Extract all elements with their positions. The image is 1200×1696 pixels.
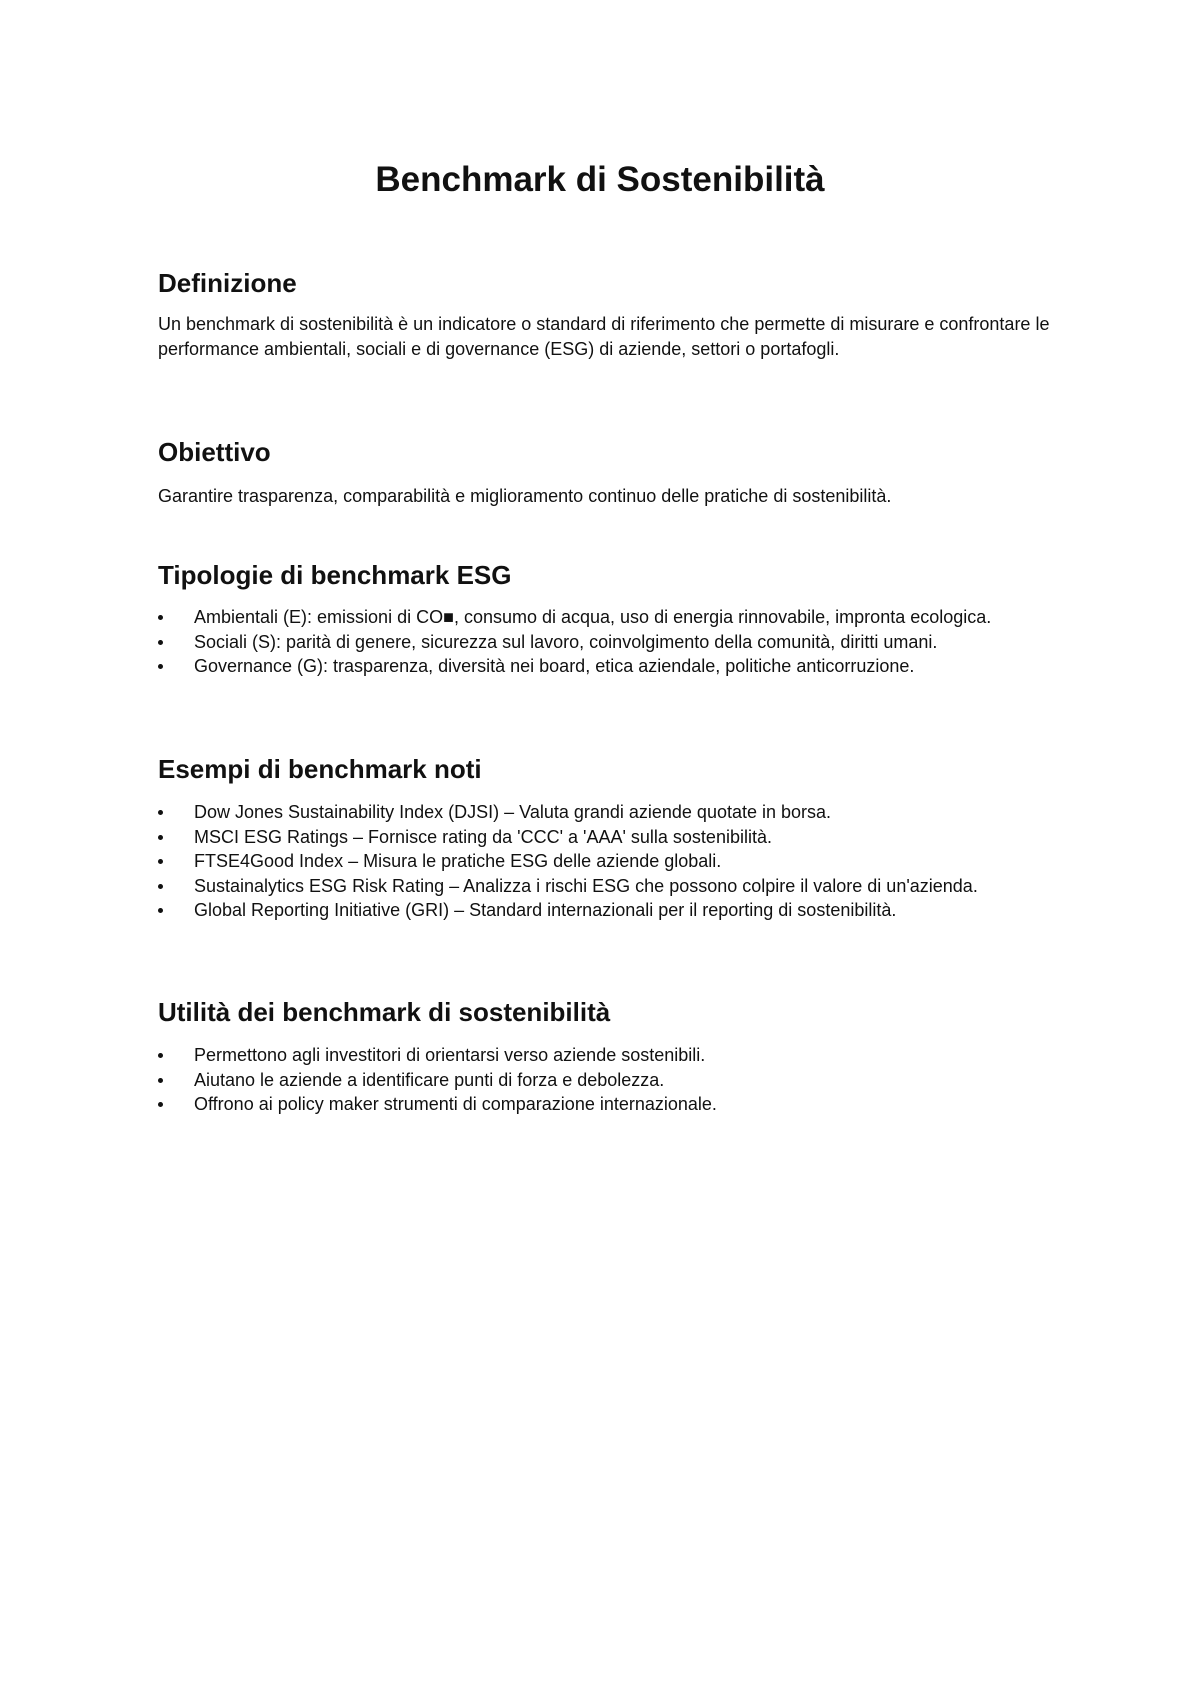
bullet-icon [158, 664, 163, 669]
list-item [158, 898, 1058, 923]
list-item [158, 825, 1058, 850]
list-item [158, 605, 1058, 630]
bullet-icon [158, 615, 163, 620]
section-heading-esempi: Esempi di benchmark noti [158, 754, 482, 784]
list-item [158, 1043, 1058, 1068]
list-item [158, 849, 1058, 874]
page-title: Benchmark di Sostenibilità [375, 160, 825, 199]
bullet-icon [158, 1053, 163, 1058]
list-item-text: Permettono agli investitori di orientarsi verso aziende sostenibili. [194, 1045, 706, 1065]
list-item [158, 654, 1058, 679]
list-item-text: FTSE4Good Index – Misura le pratiche ESG delle aziende globali. [194, 851, 722, 871]
definizione-paragraph: Un benchmark di sostenibilità è un indicatore o standard di riferimento che permette di misurare e confrontare le performance ambientali, sociali e di governance (ESG) di aziende, settori o portafogli. [158, 314, 1050, 359]
list-item-text: Dow Jones Sustainability Index (DJSI) – Valuta grandi aziende quotate in borsa. [194, 802, 832, 822]
bullet-icon [158, 859, 163, 864]
list-item-text: Offrono ai policy maker strumenti di comparazione internazionale. [194, 1094, 717, 1114]
list-item-text: Aiutano le aziende a identificare punti di forza e debolezza. [194, 1069, 665, 1090]
esempi-list [158, 800, 1058, 923]
list-item-text: Sociali (S): parità di genere, sicurezza sul lavoro, coinvolgimento della comunità, diritti umani. [194, 631, 938, 652]
bullet-icon [158, 640, 163, 645]
list-item-text: MSCI ESG Ratings – Fornisce rating da 'CCC' a 'AAA' sulla sostenibilità. [194, 826, 772, 847]
list-item [158, 800, 1058, 825]
list-item [158, 630, 1058, 655]
bullet-icon [158, 1078, 163, 1083]
section-heading-utilita: Utilità dei benchmark di sostenibilità [158, 997, 611, 1027]
bullet-icon [158, 810, 163, 815]
list-item [158, 874, 1058, 899]
list-item-text: Ambientali (E): emissioni di CO■, consumo di acqua, uso di energia rinnovabile, impronta ecologica. [194, 607, 992, 627]
bullet-icon [158, 884, 163, 889]
list-item-text: Governance (G): trasparenza, diversità nei board, etica aziendale, politiche anticorruzione. [194, 656, 915, 676]
obiettivo-paragraph: Garantire trasparenza, comparabilità e miglioramento continuo delle pratiche di sostenibilità. [158, 486, 892, 506]
list-item-text: Sustainalytics ESG Risk Rating – Analizza i rischi ESG che possono colpire il valore di un'azienda. [194, 875, 978, 896]
list-item [158, 1068, 1058, 1093]
section-heading-obiettivo: Obiettivo [158, 437, 271, 467]
list-item [158, 1092, 1058, 1117]
bullet-icon [158, 908, 163, 913]
section-heading-definizione: Definizione [158, 268, 297, 298]
bullet-icon [158, 1102, 163, 1107]
bullet-icon [158, 835, 163, 840]
section-heading-tipologie: Tipologie di benchmark ESG [158, 560, 512, 590]
tipologie-list [158, 605, 1058, 679]
list-item-text: Global Reporting Initiative (GRI) – Standard internazionali per il reporting di sostenibilità. [194, 900, 897, 920]
utilita-list [158, 1043, 1058, 1117]
